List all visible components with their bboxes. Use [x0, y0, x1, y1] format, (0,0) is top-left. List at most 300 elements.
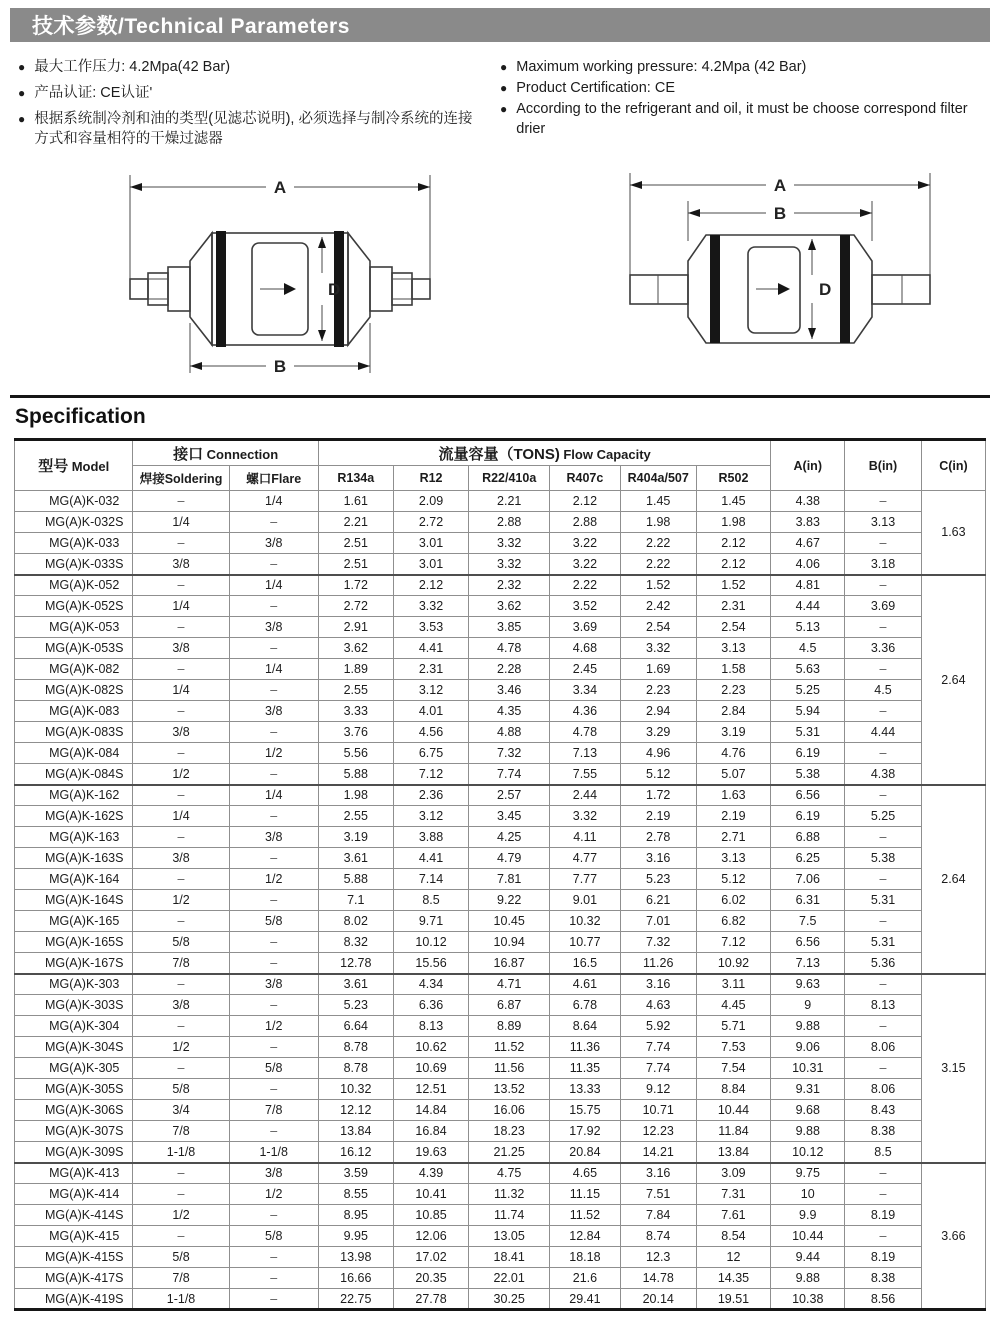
table-row [15, 659, 986, 680]
value-cell: – [229, 1121, 318, 1142]
value-cell: 5.88 [318, 764, 393, 785]
value-cell: 15.75 [549, 1100, 620, 1121]
value-cell: 13.52 [469, 1079, 550, 1100]
model-cell: MG(A)K-053S [15, 638, 133, 659]
value-cell: 10.32 [318, 1079, 393, 1100]
col-header-r502: R502 [696, 466, 771, 491]
value-cell: 14.21 [620, 1142, 696, 1163]
bullet-section [0, 42, 1000, 155]
value-cell: 3.33 [318, 701, 393, 722]
bullet-icon: ● [18, 60, 26, 74]
value-cell: 9.9 [771, 1205, 845, 1226]
value-cell: 1.72 [318, 575, 393, 596]
value-cell: 13.05 [469, 1226, 550, 1247]
model-cell: MG(A)K-165S [15, 932, 133, 953]
value-cell: 5.23 [620, 869, 696, 890]
value-cell: 9.01 [549, 890, 620, 911]
value-cell: – [133, 911, 229, 932]
model-cell: MG(A)K-032 [15, 491, 133, 512]
table-row [15, 1037, 986, 1058]
value-cell: 1.63 [696, 785, 771, 806]
value-cell: 4.65 [549, 1163, 620, 1184]
value-cell: 11.84 [696, 1121, 771, 1142]
value-cell: 8.06 [845, 1079, 922, 1100]
value-cell: 1/2 [133, 1205, 229, 1226]
value-cell: 3.59 [318, 1163, 393, 1184]
value-cell: – [845, 1184, 922, 1205]
value-cell: 11.56 [469, 1058, 550, 1079]
value-cell: 3/8 [133, 848, 229, 869]
model-cell: MG(A)K-163S [15, 848, 133, 869]
value-cell: 1/2 [229, 1016, 318, 1037]
value-cell: 2.72 [393, 512, 469, 533]
value-cell: 2.12 [696, 554, 771, 575]
model-cell: MG(A)K-162 [15, 785, 133, 806]
value-cell: – [229, 890, 318, 911]
value-cell: 3.61 [318, 848, 393, 869]
value-cell: 18.41 [469, 1247, 550, 1268]
value-cell: 4.78 [549, 722, 620, 743]
value-cell: 12.23 [620, 1121, 696, 1142]
value-cell: 9.06 [771, 1037, 845, 1058]
title-bar [10, 8, 990, 42]
model-cell: MG(A)K-084 [15, 743, 133, 764]
value-cell: 16.84 [393, 1121, 469, 1142]
value-cell: 7.13 [771, 953, 845, 974]
value-cell: 2.55 [318, 806, 393, 827]
value-cell: 5.88 [318, 869, 393, 890]
value-cell: 1.72 [620, 785, 696, 806]
value-cell: 8.19 [845, 1205, 922, 1226]
table-row [15, 911, 986, 932]
value-cell: – [845, 974, 922, 995]
model-cell: MG(A)K-309S [15, 1142, 133, 1163]
value-cell: 9.88 [771, 1016, 845, 1037]
value-cell: 10.62 [393, 1037, 469, 1058]
value-cell: 3.01 [393, 533, 469, 554]
value-cell: 9.75 [771, 1163, 845, 1184]
value-cell: 3/8 [229, 533, 318, 554]
table-row [15, 575, 986, 596]
table-row [15, 1268, 986, 1289]
value-cell: 10.44 [771, 1226, 845, 1247]
value-cell: 5.63 [771, 659, 845, 680]
value-cell: 7.53 [696, 1037, 771, 1058]
value-cell: 1/4 [229, 785, 318, 806]
model-cell: MG(A)K-414S [15, 1205, 133, 1226]
value-cell: 3.52 [549, 596, 620, 617]
value-cell: 5/8 [229, 1226, 318, 1247]
value-cell: 3.76 [318, 722, 393, 743]
value-cell: 2.22 [549, 575, 620, 596]
bullet-text: Maximum working pressure: 4.2Mpa (42 Bar) [516, 59, 807, 75]
value-cell: 8.74 [620, 1226, 696, 1247]
value-cell: 3.62 [318, 638, 393, 659]
value-cell: – [845, 533, 922, 554]
value-cell: 1.98 [318, 785, 393, 806]
value-cell: 3.13 [696, 848, 771, 869]
value-cell: 11.74 [469, 1205, 550, 1226]
table-row [15, 680, 986, 701]
model-cell: MG(A)K-303S [15, 995, 133, 1016]
flare-filter-drier-diagram [100, 161, 460, 389]
value-cell: 5.31 [845, 932, 922, 953]
value-cell: 1/4 [133, 512, 229, 533]
value-cell: 14.84 [393, 1100, 469, 1121]
value-cell: 1.69 [620, 659, 696, 680]
value-cell: 3.32 [620, 638, 696, 659]
value-cell: – [845, 827, 922, 848]
value-cell: – [845, 701, 922, 722]
solder-filter-drier-diagram [600, 161, 960, 389]
value-cell: – [133, 974, 229, 995]
value-cell: 1/2 [133, 1037, 229, 1058]
table-row [15, 701, 986, 722]
value-cell: – [845, 743, 922, 764]
value-cell: 7.1 [318, 890, 393, 911]
value-cell: 5.25 [845, 806, 922, 827]
value-cell: 7.81 [469, 869, 550, 890]
bullet-text: 根据系统制冷剂和油的类型(见滤芯说明), 必须选择与制冷系统的连接方式和容量相符的干燥过滤器 [34, 111, 473, 147]
value-cell: 9.31 [771, 1079, 845, 1100]
value-cell: 4.44 [845, 722, 922, 743]
value-cell: 3.53 [393, 617, 469, 638]
value-cell: 6.78 [549, 995, 620, 1016]
value-cell: – [133, 1163, 229, 1184]
value-cell: – [133, 1058, 229, 1079]
value-cell: 7.61 [696, 1205, 771, 1226]
value-cell: 3.32 [393, 596, 469, 617]
model-cell: MG(A)K-165 [15, 911, 133, 932]
value-cell: 7.74 [469, 764, 550, 785]
value-cell: 10.12 [393, 932, 469, 953]
bullet-text: According to the refrigerant and oil, it must be choose correspond filter drier [516, 101, 968, 137]
value-cell: – [229, 953, 318, 974]
value-cell: 7.55 [549, 764, 620, 785]
value-cell: – [229, 1205, 318, 1226]
value-cell: 7.74 [620, 1058, 696, 1079]
value-cell: 7.12 [696, 932, 771, 953]
model-cell: MG(A)K-052 [15, 575, 133, 596]
value-cell: 8.02 [318, 911, 393, 932]
c-value-cell: 2.64 [921, 785, 985, 974]
value-cell: – [229, 554, 318, 575]
value-cell: 2.21 [318, 512, 393, 533]
value-cell: 1/2 [229, 743, 318, 764]
value-cell: 2.57 [469, 785, 550, 806]
table-row [15, 1121, 986, 1142]
model-cell: MG(A)K-162S [15, 806, 133, 827]
value-cell: 2.88 [469, 512, 550, 533]
value-cell: 20.14 [620, 1289, 696, 1310]
c-value-cell: 1.63 [921, 491, 985, 575]
value-cell: 6.87 [469, 995, 550, 1016]
value-cell: 5.23 [318, 995, 393, 1016]
value-cell: 1/4 [229, 659, 318, 680]
col-header-r134a: R134a [318, 466, 393, 491]
value-cell: 3/8 [229, 701, 318, 722]
value-cell: 22.01 [469, 1268, 550, 1289]
value-cell: 8.84 [696, 1079, 771, 1100]
value-cell: 4.75 [469, 1163, 550, 1184]
value-cell: 7.84 [620, 1205, 696, 1226]
table-header [15, 440, 986, 491]
value-cell: 4.76 [696, 743, 771, 764]
value-cell: 1/4 [133, 680, 229, 701]
col-header-r12: R12 [393, 466, 469, 491]
table-row [15, 974, 986, 995]
value-cell: 4.01 [393, 701, 469, 722]
value-cell: 10.45 [469, 911, 550, 932]
value-cell: 5/8 [133, 1247, 229, 1268]
value-cell: 4.41 [393, 848, 469, 869]
table-row [15, 1226, 986, 1247]
value-cell: 7.74 [620, 1037, 696, 1058]
value-cell: 2.12 [393, 575, 469, 596]
value-cell: 3/4 [133, 1100, 229, 1121]
dim-b-label: B [773, 204, 787, 223]
value-cell: 4.36 [549, 701, 620, 722]
value-cell: 9.88 [771, 1121, 845, 1142]
value-cell: – [845, 1226, 922, 1247]
value-cell: 8.06 [845, 1037, 922, 1058]
value-cell: 3.83 [771, 512, 845, 533]
model-cell: MG(A)K-304S [15, 1037, 133, 1058]
dim-d-label: D [328, 280, 341, 299]
table-row [15, 785, 986, 806]
value-cell: 8.38 [845, 1268, 922, 1289]
value-cell: – [133, 1184, 229, 1205]
bullet-text: 产品认证: CE认证' [34, 85, 153, 101]
value-cell: 6.75 [393, 743, 469, 764]
value-cell: 5.71 [696, 1016, 771, 1037]
value-cell: 20.84 [549, 1142, 620, 1163]
value-cell: 4.61 [549, 974, 620, 995]
page-title: 技术参数/Technical Parameters [32, 15, 350, 38]
value-cell: 2.21 [469, 491, 550, 512]
dim-d-label: D [819, 280, 832, 299]
value-cell: 10.38 [771, 1289, 845, 1310]
value-cell: 1/4 [229, 491, 318, 512]
value-cell: – [229, 1289, 318, 1310]
value-cell: 3.45 [469, 806, 550, 827]
value-cell: – [133, 533, 229, 554]
value-cell: 11.15 [549, 1184, 620, 1205]
value-cell: 3.13 [696, 638, 771, 659]
value-cell: 1.98 [696, 512, 771, 533]
value-cell: 10.32 [549, 911, 620, 932]
value-cell: 9.22 [469, 890, 550, 911]
value-cell: 6.19 [771, 806, 845, 827]
value-cell: 3.29 [620, 722, 696, 743]
model-cell: MG(A)K-052S [15, 596, 133, 617]
bullets-english [480, 57, 988, 155]
col-header-model: 型号 Model [15, 440, 133, 491]
model-cell: MG(A)K-053 [15, 617, 133, 638]
col-header-connection: 接口 Connection [133, 440, 318, 466]
value-cell: – [229, 722, 318, 743]
value-cell: 2.42 [620, 596, 696, 617]
value-cell: – [133, 491, 229, 512]
bullet-icon: ● [500, 81, 508, 95]
value-cell: 19.51 [696, 1289, 771, 1310]
value-cell: 16.12 [318, 1142, 393, 1163]
value-cell: 16.66 [318, 1268, 393, 1289]
value-cell: 21.25 [469, 1142, 550, 1163]
value-cell: 1-1/8 [229, 1142, 318, 1163]
value-cell: 4.5 [771, 638, 845, 659]
col-header-r404a-507: R404a/507 [620, 466, 696, 491]
value-cell: 12.06 [393, 1226, 469, 1247]
table-row [15, 743, 986, 764]
dim-a-label: A [773, 176, 787, 195]
value-cell: 1/2 [229, 1184, 318, 1205]
value-cell: 8.5 [845, 1142, 922, 1163]
value-cell: 8.55 [318, 1184, 393, 1205]
value-cell: 4.5 [845, 680, 922, 701]
value-cell: 4.38 [771, 491, 845, 512]
value-cell: 1-1/8 [133, 1142, 229, 1163]
value-cell: 9.12 [620, 1079, 696, 1100]
value-cell: 10.31 [771, 1058, 845, 1079]
value-cell: 2.44 [549, 785, 620, 806]
value-cell: 4.56 [393, 722, 469, 743]
value-cell: 9.68 [771, 1100, 845, 1121]
list-item [18, 83, 480, 103]
value-cell: 8.64 [549, 1016, 620, 1037]
value-cell: 8.95 [318, 1205, 393, 1226]
value-cell: 9.71 [393, 911, 469, 932]
value-cell: 3/8 [133, 722, 229, 743]
value-cell: 7.14 [393, 869, 469, 890]
table-row [15, 1142, 986, 1163]
value-cell: 1/4 [229, 575, 318, 596]
model-cell: MG(A)K-417S [15, 1268, 133, 1289]
value-cell: 2.22 [620, 554, 696, 575]
value-cell: – [845, 617, 922, 638]
value-cell: 17.02 [393, 1247, 469, 1268]
value-cell: 13.84 [696, 1142, 771, 1163]
table-row [15, 1247, 986, 1268]
value-cell: 6.02 [696, 890, 771, 911]
dim-b-label: B [273, 357, 287, 376]
table-row [15, 1184, 986, 1205]
table-row [15, 827, 986, 848]
value-cell: 3/8 [133, 554, 229, 575]
value-cell: 2.32 [469, 575, 550, 596]
model-cell: MG(A)K-032S [15, 512, 133, 533]
bullet-icon: ● [500, 102, 508, 116]
value-cell: 9.63 [771, 974, 845, 995]
value-cell: 4.11 [549, 827, 620, 848]
value-cell: 6.82 [696, 911, 771, 932]
value-cell: 10.41 [393, 1184, 469, 1205]
value-cell: 1.45 [696, 491, 771, 512]
value-cell: 2.72 [318, 596, 393, 617]
value-cell: 2.71 [696, 827, 771, 848]
value-cell: 5/8 [229, 911, 318, 932]
value-cell: 7.31 [696, 1184, 771, 1205]
value-cell: 3.11 [696, 974, 771, 995]
value-cell: 7.06 [771, 869, 845, 890]
value-cell: – [845, 911, 922, 932]
value-cell: 7.13 [549, 743, 620, 764]
value-cell: – [845, 1016, 922, 1037]
section-title: Specification [15, 405, 146, 428]
value-cell: 6.25 [771, 848, 845, 869]
value-cell: 4.71 [469, 974, 550, 995]
value-cell: 7/8 [133, 953, 229, 974]
table-row [15, 1163, 986, 1184]
value-cell: 3.34 [549, 680, 620, 701]
model-cell: MG(A)K-305S [15, 1079, 133, 1100]
value-cell: 12.84 [549, 1226, 620, 1247]
value-cell: 2.31 [393, 659, 469, 680]
value-cell: 16.5 [549, 953, 620, 974]
value-cell: – [229, 1247, 318, 1268]
value-cell: 19.63 [393, 1142, 469, 1163]
value-cell: 2.09 [393, 491, 469, 512]
value-cell: 1/4 [133, 596, 229, 617]
value-cell: – [133, 785, 229, 806]
value-cell: 2.88 [549, 512, 620, 533]
value-cell: 3.16 [620, 848, 696, 869]
value-cell: 1.52 [696, 575, 771, 596]
value-cell: 8.78 [318, 1037, 393, 1058]
value-cell: 3/8 [229, 1163, 318, 1184]
col-header-r22-410a: R22/410a [469, 466, 550, 491]
value-cell: 7.51 [620, 1184, 696, 1205]
value-cell: 5/8 [229, 1058, 318, 1079]
value-cell: 11.32 [469, 1184, 550, 1205]
bullets-chinese [18, 57, 480, 155]
value-cell: 4.38 [845, 764, 922, 785]
value-cell: 9.95 [318, 1226, 393, 1247]
value-cell: 5.94 [771, 701, 845, 722]
table-row [15, 491, 986, 512]
value-cell: 3.85 [469, 617, 550, 638]
col-header-a: A(in) [771, 440, 845, 491]
table-row [15, 953, 986, 974]
value-cell: 6.21 [620, 890, 696, 911]
value-cell: 5/8 [133, 1079, 229, 1100]
value-cell: – [229, 995, 318, 1016]
model-cell: MG(A)K-083S [15, 722, 133, 743]
value-cell: 10.69 [393, 1058, 469, 1079]
value-cell: 4.88 [469, 722, 550, 743]
table-row [15, 1289, 986, 1310]
table-row [15, 596, 986, 617]
value-cell: – [229, 932, 318, 953]
table-row [15, 1205, 986, 1226]
model-cell: MG(A)K-305 [15, 1058, 133, 1079]
list-item [18, 109, 480, 149]
value-cell: 8.19 [845, 1247, 922, 1268]
value-cell: 7.77 [549, 869, 620, 890]
value-cell: 3.13 [845, 512, 922, 533]
value-cell: 18.18 [549, 1247, 620, 1268]
value-cell: 29.41 [549, 1289, 620, 1310]
value-cell: 3.32 [469, 554, 550, 575]
value-cell: 5/8 [133, 932, 229, 953]
value-cell: 6.88 [771, 827, 845, 848]
table-row [15, 512, 986, 533]
value-cell: 13.33 [549, 1079, 620, 1100]
value-cell: 1.89 [318, 659, 393, 680]
bullet-icon: ● [18, 86, 26, 100]
c-value-cell: 3.66 [921, 1163, 985, 1310]
value-cell: 20.35 [393, 1268, 469, 1289]
